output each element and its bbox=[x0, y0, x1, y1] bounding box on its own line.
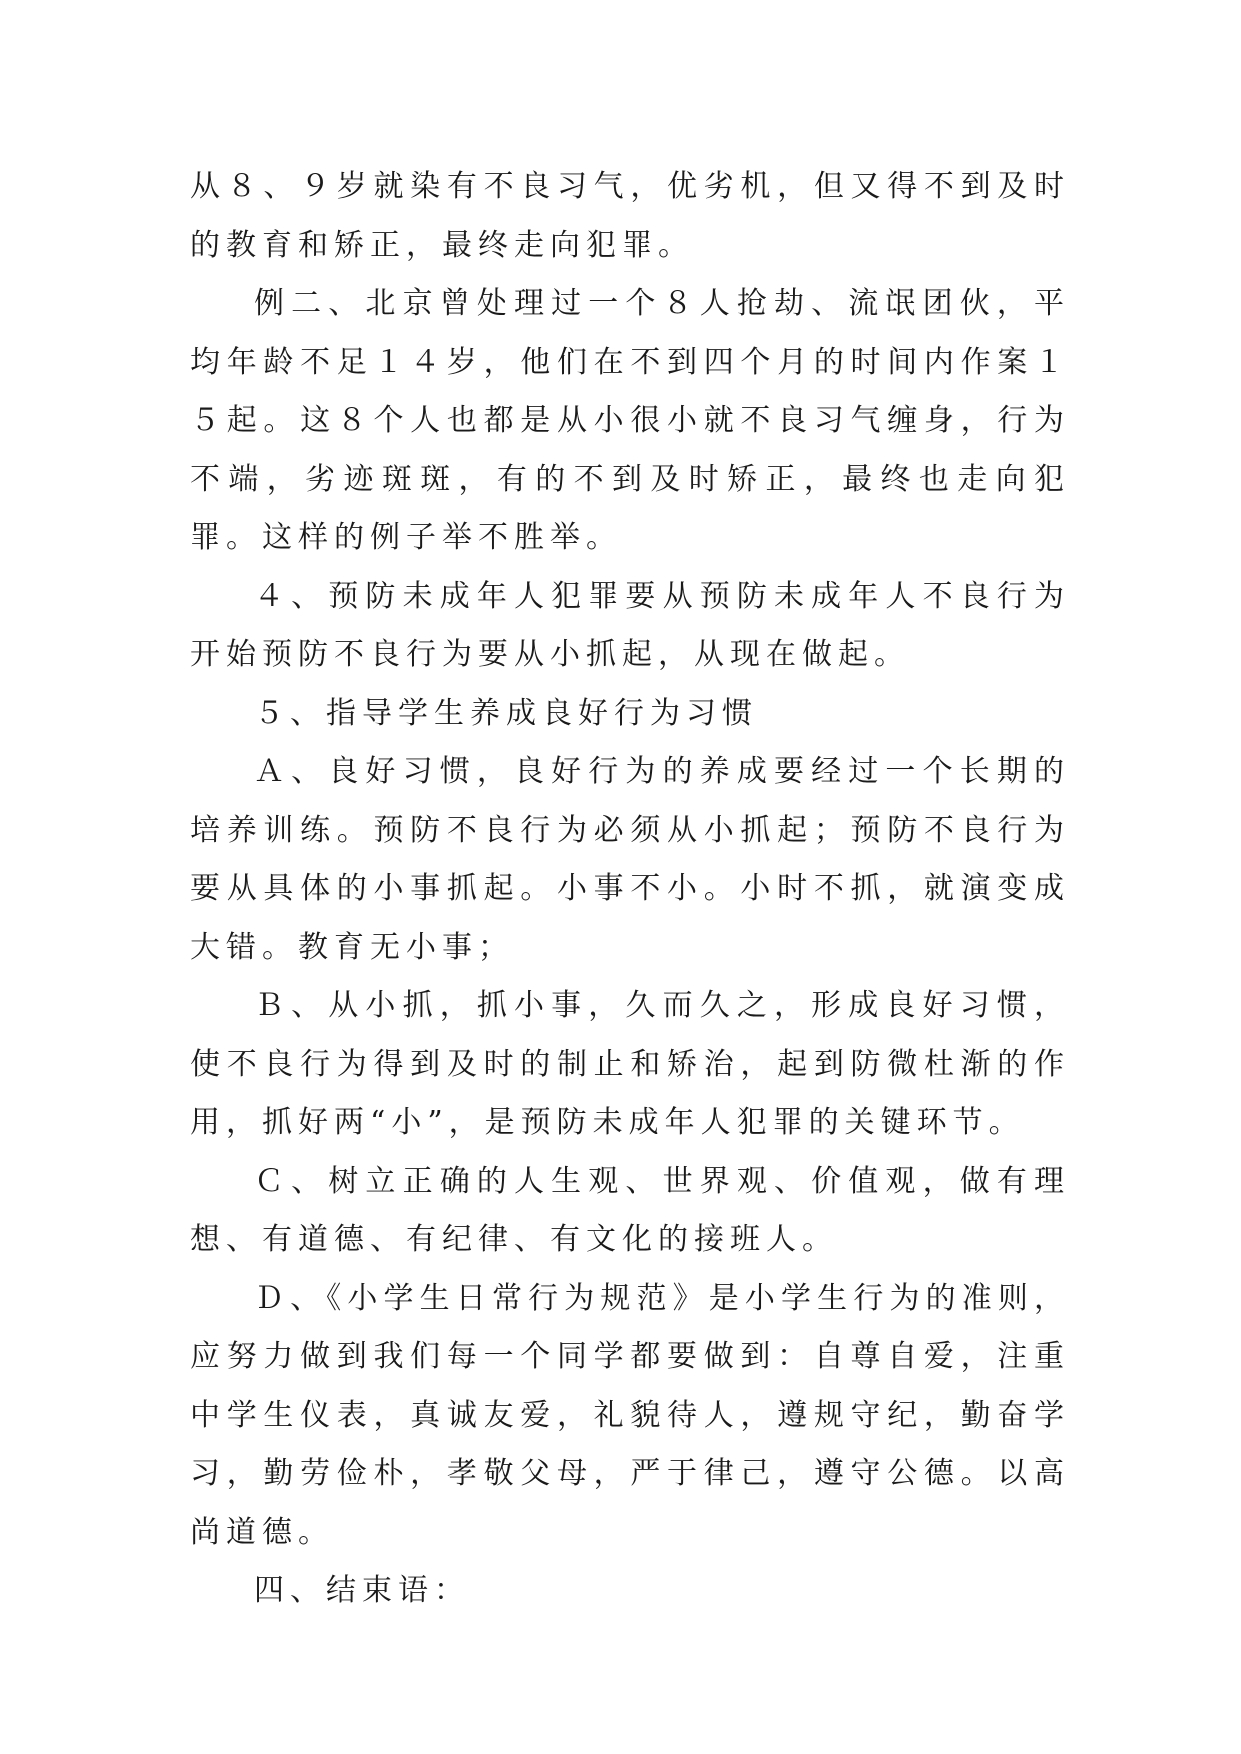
paragraph-7: Ｃ、树立正确的人生观、世界观、价值观，做有理想、有道德、有纪律、有文化的接班人。 bbox=[190, 1163, 1070, 1257]
paragraph-2: 例二、北京曾处理过一个８人抢劫、流氓团伙，平均年龄不足１４岁，他们在不到四个月的时间内作案１５起。这８个人也都是从小很小就不良习气缠身，行为不端，劣迹斑斑，有的不到及时矫正，最终也走向犯罪。这样的例子举不胜举。 bbox=[190, 286, 1070, 555]
paragraph-9: 四、结束语： bbox=[254, 1573, 470, 1608]
document-body bbox=[190, 158, 1070, 1621]
paragraph-1: 从８、９岁就染有不良习气，优劣机，但又得不到及时的教育和矫正，最终走向犯罪。 bbox=[190, 169, 1070, 263]
paragraph-5: Ａ、良好习惯，良好行为的养成要经过一个长期的培养训练。预防不良行为必须从小抓起；预防不良行为要从具体的小事抓起。小事不小。小时不抓，就演变成大错。教育无小事； bbox=[190, 754, 1070, 965]
paragraph-4: ５、指导学生养成良好行为习惯 bbox=[254, 695, 758, 731]
paragraph-8: Ｄ、《小学生日常行为规范》是小学生行为的准则，应努力做到我们每一个同学都要做到：自尊自爱，注重中学生仪表，真诚友爱，礼貌待人，遵规守纪，勤奋学习，勤劳俭朴，孝敬父母，严于律己，遵守公德。以高尚道德。 bbox=[190, 1280, 1070, 1550]
paragraph-3: ４、预防未成年人犯罪要从预防未成年人不良行为开始预防不良行为要从小抓起，从现在做起。 bbox=[190, 578, 1070, 672]
paragraph-6: Ｂ、从小抓，抓小事，久而久之，形成良好习惯，使不良行为得到及时的制止和矫治，起到防微杜渐的作用，抓好两“小”，是预防未成年人犯罪的关键环节。 bbox=[190, 988, 1070, 1140]
